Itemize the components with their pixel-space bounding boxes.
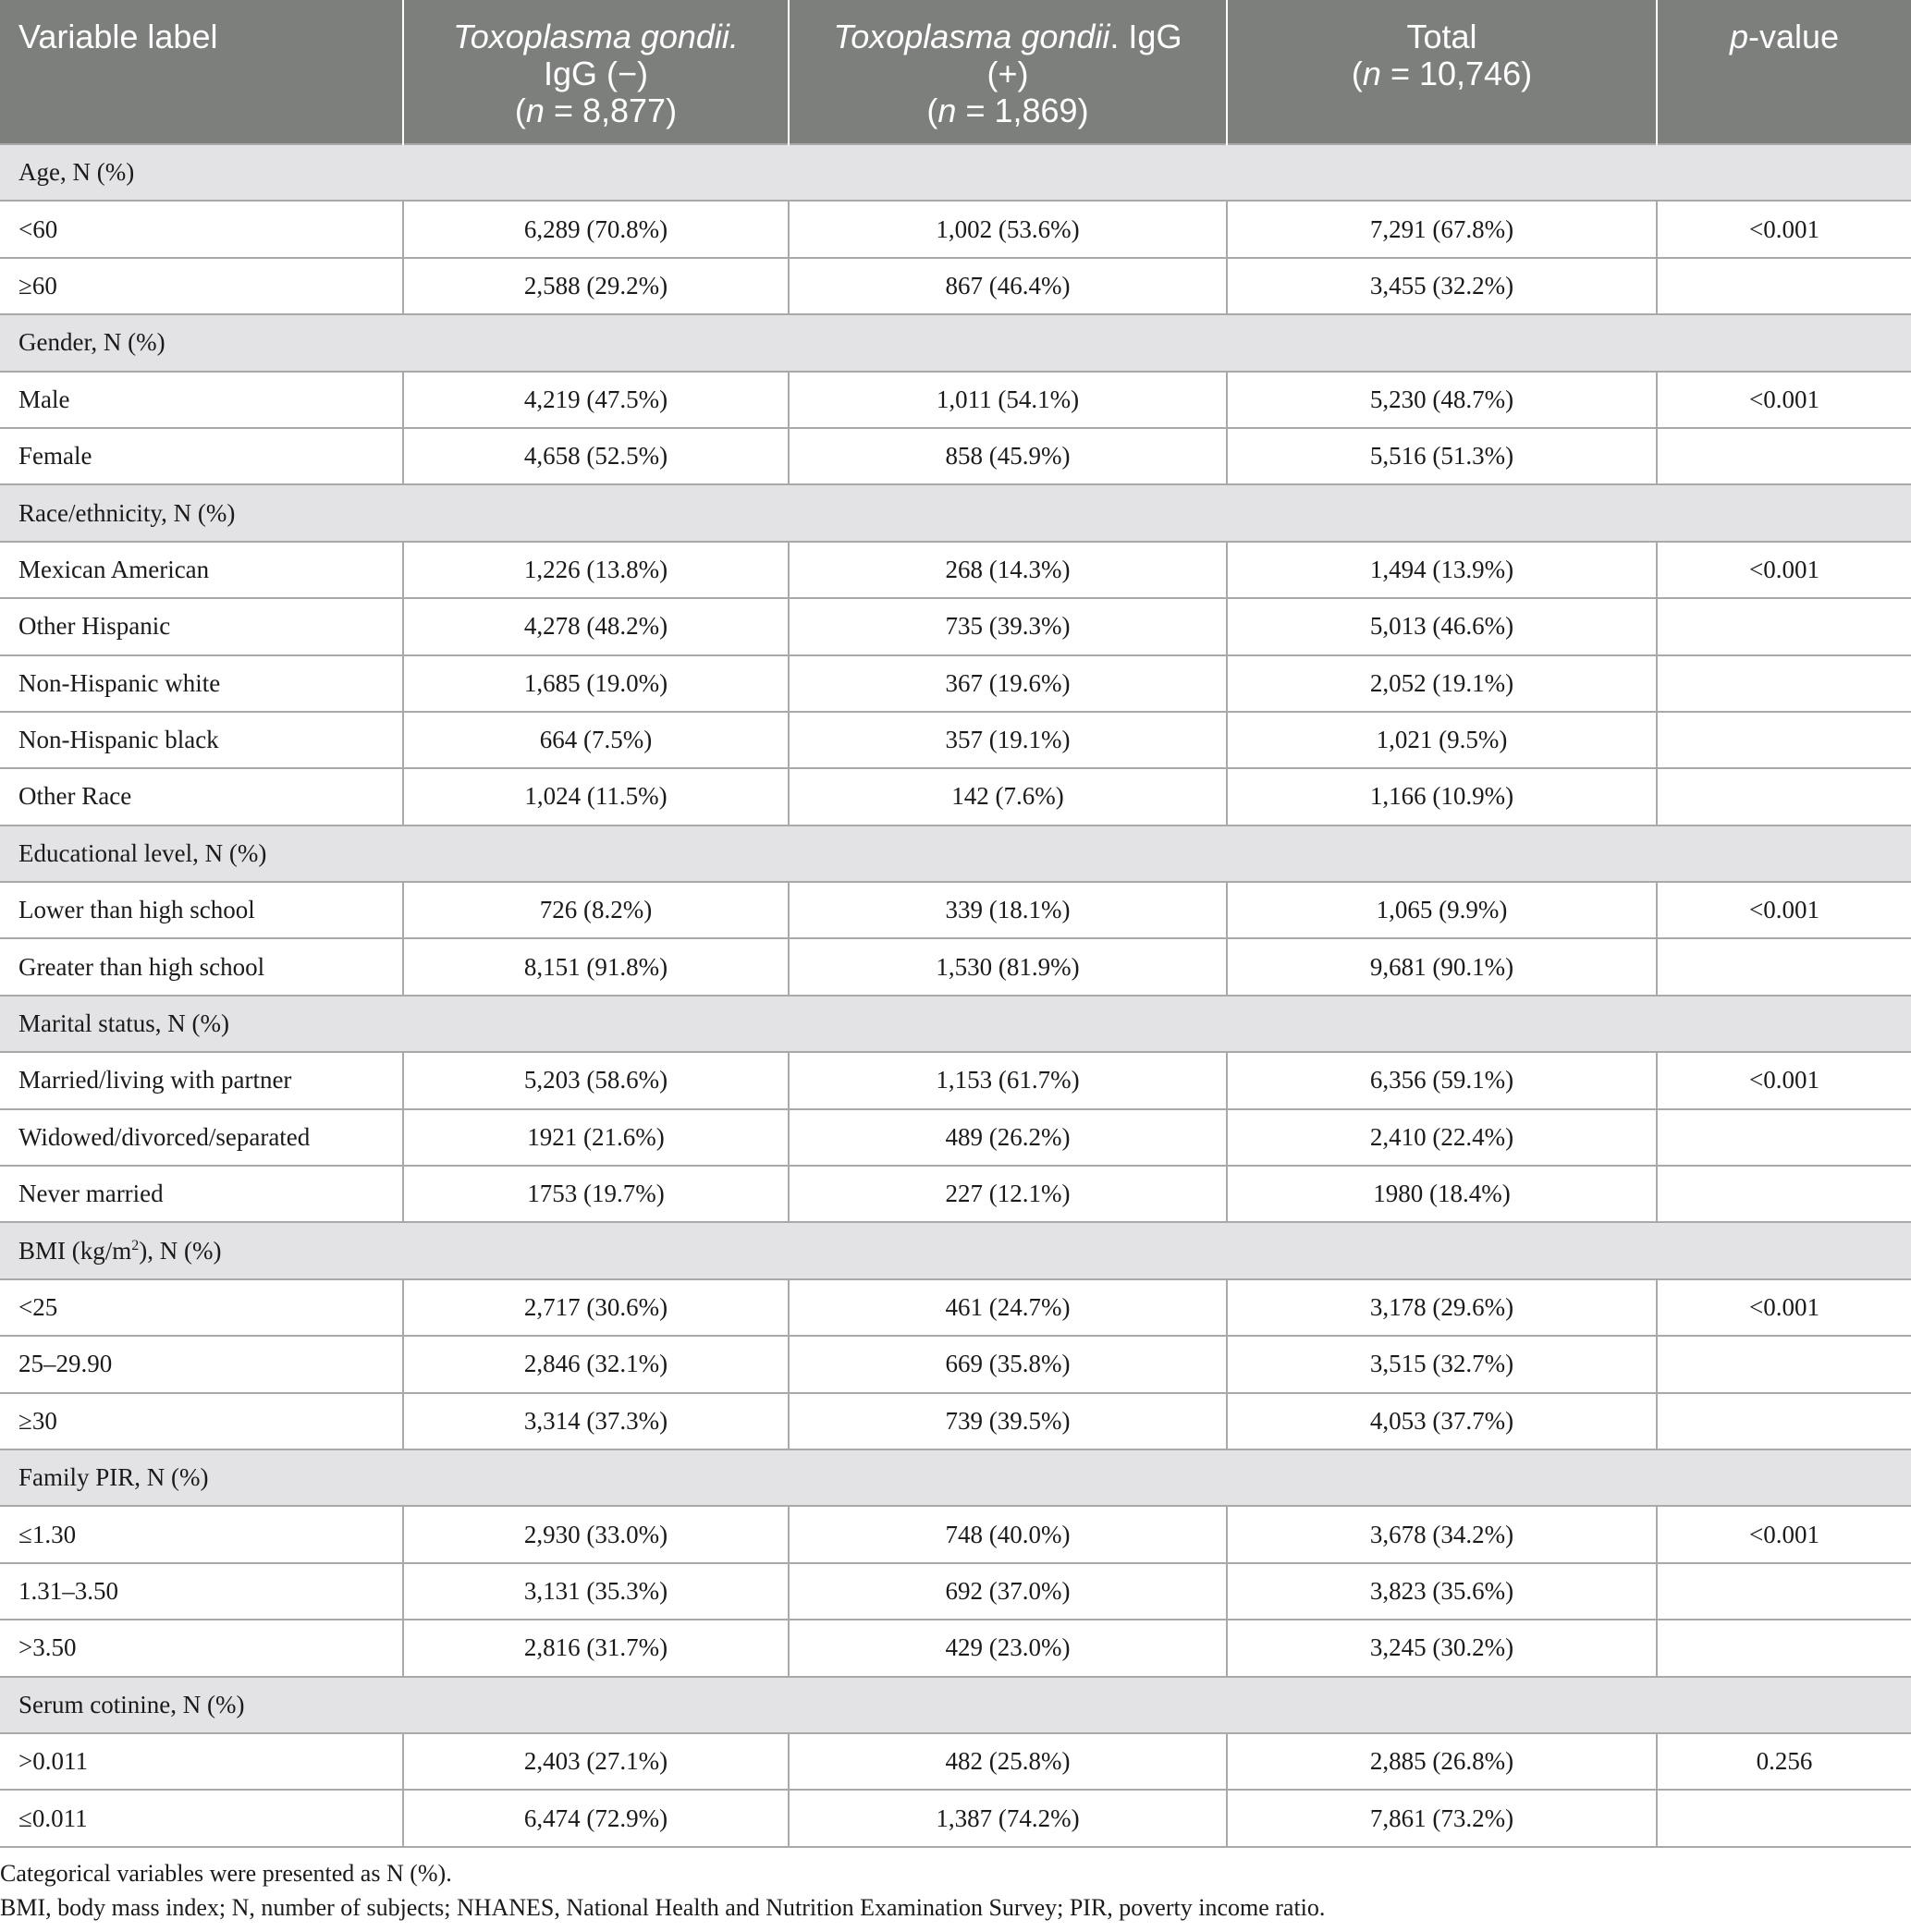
table-row xyxy=(0,768,1911,825)
cell-igg-positive: 1,530 (81.9%) xyxy=(789,938,1227,995)
cell-variable: 25–29.90 xyxy=(0,1336,403,1392)
cell-total: 2,410 (22.4%) xyxy=(1227,1109,1657,1166)
cell-total: 1,494 (13.9%) xyxy=(1227,542,1657,598)
cell-total: 6,356 (59.1%) xyxy=(1227,1052,1657,1108)
cell-total: 4,053 (37.7%) xyxy=(1227,1393,1657,1449)
cell-total: 2,052 (19.1%) xyxy=(1227,655,1657,712)
group-row xyxy=(0,996,1911,1052)
header-igg-negative-count: = 8,877) xyxy=(544,92,678,129)
group-label-text: Marital status, N (%) xyxy=(18,1009,229,1038)
cell-p-value xyxy=(1657,1563,1911,1620)
cell-total: 9,681 (90.1%) xyxy=(1227,938,1657,995)
cell-p-value xyxy=(1657,1166,1911,1222)
cell-total: 2,885 (26.8%) xyxy=(1227,1733,1657,1790)
cell-igg-positive: 669 (35.8%) xyxy=(789,1336,1227,1392)
group-row xyxy=(0,1222,1911,1278)
cell-variable: 1.31–3.50 xyxy=(0,1563,403,1620)
cell-variable: Lower than high school xyxy=(0,882,403,938)
header-total-n: n xyxy=(1362,55,1381,92)
group-label-text: Gender, N (%) xyxy=(18,328,165,357)
cell-variable: ≤0.011 xyxy=(0,1790,403,1846)
header-variable-label-text: Variable label xyxy=(18,18,218,55)
cell-total: 7,861 (73.2%) xyxy=(1227,1790,1657,1846)
header-p-rest: -value xyxy=(1747,18,1840,55)
group-row xyxy=(0,1677,1911,1733)
cell-igg-positive: 367 (19.6%) xyxy=(789,655,1227,712)
cell-total: 3,455 (32.2%) xyxy=(1227,258,1657,314)
cell-total: 7,291 (67.8%) xyxy=(1227,201,1657,257)
group-label-text: Age, N (%) xyxy=(18,158,135,187)
group-label xyxy=(0,996,1911,1052)
cell-total: 3,515 (32.7%) xyxy=(1227,1336,1657,1392)
cell-igg-positive: 1,011 (54.1%) xyxy=(789,372,1227,428)
cell-igg-positive: 482 (25.8%) xyxy=(789,1733,1227,1790)
cell-igg-positive: 1,002 (53.6%) xyxy=(789,201,1227,257)
header-igg-positive xyxy=(789,0,1227,144)
header-p-value xyxy=(1657,0,1911,144)
cell-igg-negative: 1921 (21.6%) xyxy=(403,1109,789,1166)
table-row xyxy=(0,882,1911,938)
cell-p-value xyxy=(1657,1790,1911,1846)
cell-igg-negative: 2,816 (31.7%) xyxy=(403,1620,789,1676)
header-total-line1: Total xyxy=(1406,18,1477,55)
group-label-superscript: 2 xyxy=(131,1237,140,1253)
header-igg-positive-line3 xyxy=(801,92,1215,129)
cell-igg-positive: 1,153 (61.7%) xyxy=(789,1052,1227,1108)
cell-variable: Never married xyxy=(0,1166,403,1222)
table-row xyxy=(0,201,1911,257)
cell-igg-negative: 3,131 (35.3%) xyxy=(403,1563,789,1620)
group-label xyxy=(0,144,1911,201)
header-p-italic: p xyxy=(1729,18,1748,55)
cell-igg-negative: 4,658 (52.5%) xyxy=(403,428,789,484)
cell-total: 3,178 (29.6%) xyxy=(1227,1279,1657,1336)
cell-igg-positive: 1,387 (74.2%) xyxy=(789,1790,1227,1846)
cell-igg-negative: 2,403 (27.1%) xyxy=(403,1733,789,1790)
table-row xyxy=(0,372,1911,428)
cell-total: 5,516 (51.3%) xyxy=(1227,428,1657,484)
cell-igg-positive: 429 (23.0%) xyxy=(789,1620,1227,1676)
cell-total: 3,823 (35.6%) xyxy=(1227,1563,1657,1620)
cell-igg-negative: 6,474 (72.9%) xyxy=(403,1790,789,1846)
cell-igg-positive: 739 (39.5%) xyxy=(789,1393,1227,1449)
group-label-text: Family PIR, N (%) xyxy=(18,1463,209,1492)
cell-p-value: <0.001 xyxy=(1657,1052,1911,1108)
header-igg-positive-line1 xyxy=(801,18,1215,55)
cell-igg-negative: 6,289 (70.8%) xyxy=(403,201,789,257)
group-row xyxy=(0,314,1911,371)
cell-p-value: <0.001 xyxy=(1657,1279,1911,1336)
cell-igg-negative: 4,219 (47.5%) xyxy=(403,372,789,428)
table-row xyxy=(0,1733,1911,1790)
cell-p-value xyxy=(1657,1620,1911,1676)
group-label xyxy=(0,1222,1911,1278)
cell-variable: >0.011 xyxy=(0,1733,403,1790)
header-igg-negative-n: n xyxy=(525,92,545,129)
cell-variable: Other Race xyxy=(0,768,403,825)
header-row xyxy=(0,0,1911,144)
cell-p-value xyxy=(1657,712,1911,768)
cell-p-value xyxy=(1657,768,1911,825)
cell-igg-positive: 748 (40.0%) xyxy=(789,1506,1227,1562)
cell-igg-positive: 339 (18.1%) xyxy=(789,882,1227,938)
group-label-text: Educational level, N (%) xyxy=(18,838,267,867)
header-igg-negative-paren: ( xyxy=(514,92,526,129)
cell-igg-positive: 142 (7.6%) xyxy=(789,768,1227,825)
table-body xyxy=(0,144,1911,1847)
group-row xyxy=(0,484,1911,541)
cell-p-value xyxy=(1657,1393,1911,1449)
table-row xyxy=(0,542,1911,598)
cell-variable: Non-Hispanic black xyxy=(0,712,403,768)
cell-igg-positive: 858 (45.9%) xyxy=(789,428,1227,484)
cell-p-value: <0.001 xyxy=(1657,201,1911,257)
header-igg-positive-line2: (+) xyxy=(986,55,1029,92)
cell-igg-negative: 4,278 (48.2%) xyxy=(403,598,789,654)
footnote-categorical: Categorical variables were presented as N (%). xyxy=(0,1860,452,1887)
cell-p-value xyxy=(1657,598,1911,654)
cell-variable: Female xyxy=(0,428,403,484)
group-label-text: Race/ethnicity, N (%) xyxy=(18,498,236,527)
cell-variable: ≤1.30 xyxy=(0,1506,403,1562)
cell-p-value xyxy=(1657,655,1911,712)
footnote-abbreviations: BMI, body mass index; N, number of subjects; NHANES, National Health and Nutrition Examination Survey; PIR, poverty income ratio. xyxy=(0,1894,1326,1921)
table-row xyxy=(0,938,1911,995)
cell-total: 1,166 (10.9%) xyxy=(1227,768,1657,825)
cell-igg-positive: 692 (37.0%) xyxy=(789,1563,1227,1620)
cell-igg-positive: 489 (26.2%) xyxy=(789,1109,1227,1166)
cell-igg-negative: 664 (7.5%) xyxy=(403,712,789,768)
cell-total: 1,021 (9.5%) xyxy=(1227,712,1657,768)
cell-variable: Non-Hispanic white xyxy=(0,655,403,712)
cell-igg-negative: 2,846 (32.1%) xyxy=(403,1336,789,1392)
group-row xyxy=(0,825,1911,882)
table-row xyxy=(0,1279,1911,1336)
cell-p-value xyxy=(1657,938,1911,995)
cell-variable: <25 xyxy=(0,1279,403,1336)
cell-igg-negative: 1,226 (13.8%) xyxy=(403,542,789,598)
group-label xyxy=(0,314,1911,371)
group-label-text: Serum cotinine, N (%) xyxy=(18,1690,245,1718)
cell-igg-negative: 1,024 (11.5%) xyxy=(403,768,789,825)
table-row xyxy=(0,1506,1911,1562)
table-row xyxy=(0,1336,1911,1392)
cell-variable: Greater than high school xyxy=(0,938,403,995)
header-total-line2 xyxy=(1239,55,1645,92)
group-label xyxy=(0,1449,1911,1506)
cell-p-value xyxy=(1657,1109,1911,1166)
header-total-paren: ( xyxy=(1351,55,1363,92)
header-igg-negative xyxy=(403,0,789,144)
header-igg-negative-organism: Toxoplasma gondii. xyxy=(453,18,739,55)
cell-total: 3,245 (30.2%) xyxy=(1227,1620,1657,1676)
header-igg-negative-line1 xyxy=(415,18,777,55)
header-igg-positive-count: = 1,869) xyxy=(956,92,1089,129)
group-label xyxy=(0,825,1911,882)
cell-igg-negative: 2,930 (33.0%) xyxy=(403,1506,789,1562)
cell-total: 3,678 (34.2%) xyxy=(1227,1506,1657,1562)
cell-igg-negative: 2,588 (29.2%) xyxy=(403,258,789,314)
cell-igg-negative: 1753 (19.7%) xyxy=(403,1166,789,1222)
table-row xyxy=(0,258,1911,314)
cell-p-value xyxy=(1657,428,1911,484)
cell-igg-positive: 461 (24.7%) xyxy=(789,1279,1227,1336)
table-row xyxy=(0,428,1911,484)
cell-p-value: <0.001 xyxy=(1657,542,1911,598)
cell-p-value xyxy=(1657,258,1911,314)
cell-igg-positive: 268 (14.3%) xyxy=(789,542,1227,598)
group-row xyxy=(0,1449,1911,1506)
group-label-text: BMI (kg/m xyxy=(18,1236,132,1265)
cell-total: 5,013 (46.6%) xyxy=(1227,598,1657,654)
header-total xyxy=(1227,0,1657,144)
cell-variable: Married/living with partner xyxy=(0,1052,403,1108)
group-label xyxy=(0,484,1911,541)
cell-variable: Other Hispanic xyxy=(0,598,403,654)
table-row xyxy=(0,712,1911,768)
group-label xyxy=(0,1677,1911,1733)
group-row xyxy=(0,144,1911,201)
table-row xyxy=(0,1393,1911,1449)
table-row xyxy=(0,1052,1911,1108)
cell-variable: Widowed/divorced/separated xyxy=(0,1109,403,1166)
header-variable-label xyxy=(0,0,403,144)
cell-total: 1980 (18.4%) xyxy=(1227,1166,1657,1222)
cell-igg-negative: 5,203 (58.6%) xyxy=(403,1052,789,1108)
header-igg-positive-n: n xyxy=(937,92,957,129)
cell-igg-negative: 726 (8.2%) xyxy=(403,882,789,938)
table-row xyxy=(0,598,1911,654)
cell-variable: Male xyxy=(0,372,403,428)
cell-igg-positive: 227 (12.1%) xyxy=(789,1166,1227,1222)
cell-p-value xyxy=(1657,1336,1911,1392)
header-igg-positive-igg: . IgG xyxy=(1109,18,1182,55)
cell-igg-negative: 1,685 (19.0%) xyxy=(403,655,789,712)
table-row xyxy=(0,655,1911,712)
group-label-suffix: ), N (%) xyxy=(139,1236,222,1265)
table-row xyxy=(0,1563,1911,1620)
header-igg-positive-paren: ( xyxy=(926,92,938,129)
cell-igg-positive: 357 (19.1%) xyxy=(789,712,1227,768)
cell-igg-negative: 8,151 (91.8%) xyxy=(403,938,789,995)
table-row xyxy=(0,1620,1911,1676)
cell-total: 1,065 (9.9%) xyxy=(1227,882,1657,938)
cell-variable: Mexican American xyxy=(0,542,403,598)
cell-igg-positive: 867 (46.4%) xyxy=(789,258,1227,314)
cell-p-value: <0.001 xyxy=(1657,1506,1911,1562)
header-igg-negative-line2: IgG (−) xyxy=(543,55,649,92)
cell-variable: ≥30 xyxy=(0,1393,403,1449)
table-row xyxy=(0,1166,1911,1222)
cell-igg-positive: 735 (39.3%) xyxy=(789,598,1227,654)
header-igg-negative-line3 xyxy=(415,92,777,129)
table-row xyxy=(0,1109,1911,1166)
cell-variable: ≥60 xyxy=(0,258,403,314)
cell-p-value: <0.001 xyxy=(1657,882,1911,938)
table-header xyxy=(0,0,1911,144)
cell-total: 5,230 (48.7%) xyxy=(1227,372,1657,428)
cell-variable: >3.50 xyxy=(0,1620,403,1676)
cell-igg-negative: 2,717 (30.6%) xyxy=(403,1279,789,1336)
cell-p-value: 0.256 xyxy=(1657,1733,1911,1790)
cell-p-value: <0.001 xyxy=(1657,372,1911,428)
cell-variable: <60 xyxy=(0,201,403,257)
table-row xyxy=(0,1790,1911,1846)
header-total-count: = 10,746) xyxy=(1380,55,1533,92)
cell-igg-negative: 3,314 (37.3%) xyxy=(403,1393,789,1449)
header-igg-positive-organism: Toxoplasma gondii xyxy=(833,18,1110,55)
